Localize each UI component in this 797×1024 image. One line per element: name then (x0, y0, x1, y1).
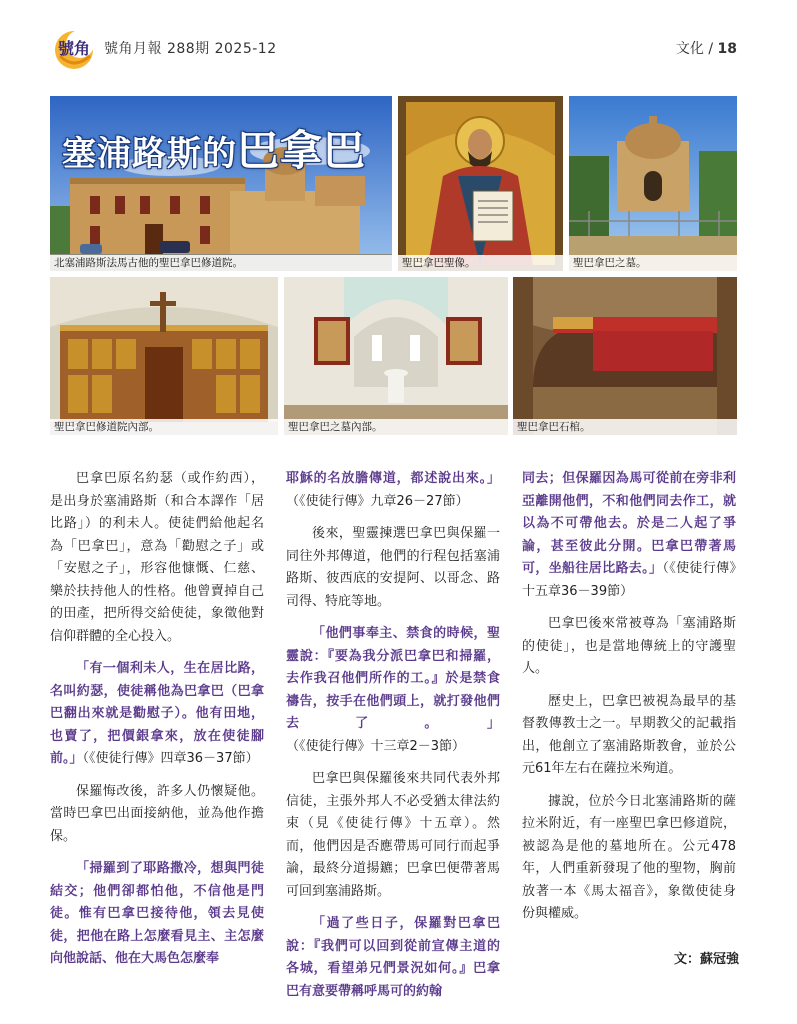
quote-text: 「他們事奉主、禁食的時候，聖靈說：『要為我分派巴拿巴和掃羅，去作我召他們所作的工。』於是禁食禱告，按手在他們頭上，就打發他們去了。」 (286, 626, 500, 731)
text-column-1 (50, 468, 264, 981)
author-credit: 文：蘇冠強 (673, 952, 739, 967)
title-name: 巴拿巴 (237, 126, 367, 175)
scripture-quote (50, 858, 264, 971)
publication-info: 號角月報 288期 2025-12 (104, 41, 277, 57)
logo-text: 號角 (58, 39, 91, 58)
quote-reference: （《使徒行傳》四章36－37節） (82, 751, 259, 766)
photo-caption: 聖巴拿巴之墓。 (569, 255, 737, 271)
quote-text: 同去；但保羅因為馬可從前在旁非利亞離開他們，不和他們同去作工，就以為不可帶他去。於是二人起了爭論，甚至彼此分開。巴拿巴帶著馬可，坐船往居比路去。」 (522, 471, 736, 576)
paragraph: 巴拿巴後來常被尊為「塞浦路斯的使徒」，也是當地傳統上的守護聖人。 (522, 616, 736, 676)
paragraph: 歷史上，巴拿巴被視為最早的基督教傳教士之一。早期教父的記載指出，他創立了塞浦路斯教會，並於公元61年左右在薩拉米殉道。 (522, 693, 736, 776)
section-page: 文化 / 18 (675, 41, 737, 57)
quote-text: 耶穌的名放膽傳道，都述說出來。」 (286, 471, 500, 486)
quote-reference: （《使徒行傳》十五章36－39節） (522, 561, 736, 599)
photo-monastery-exterior (50, 96, 392, 271)
section-label: 文化 (675, 41, 704, 57)
photo-caption: 聖巴拿巴之墓內部。 (284, 419, 508, 435)
photo-caption: 聖巴拿巴聖像。 (398, 255, 563, 271)
photo-caption: 聖巴拿巴修道院內部。 (50, 419, 278, 435)
photo-caption: 北塞浦路斯法馬古他的聖巴拿巴修道院。 (50, 255, 392, 271)
photo-tomb-chapel (569, 96, 737, 271)
article-title (62, 118, 366, 178)
scripture-quote (286, 468, 500, 513)
photo-tomb-interior (284, 277, 508, 435)
quote-text: 「掃羅到了耶路撒冷，想與門徒結交；他們卻都怕他，不信他是門徒。惟有巴拿巴接待他，領去見使徒，把他在路上怎麼看見主、主怎麼向他說話、他在大馬色怎麼奉 (50, 861, 264, 966)
magazine-logo (52, 26, 96, 70)
paragraph: 巴拿巴與保羅後來共同代表外邦信徒，主張外邦人不必受猶太律法約束（見《使徒行傳》十五章）。然而，他們因是否應帶馬可同行而起爭論，最終分道揚鑣；巴拿巴便帶著馬可回到塞浦路斯。 (286, 771, 500, 899)
quote-reference: （《使徒行傳》九章26－27節） (286, 493, 469, 509)
photo-sarcophagus (513, 277, 737, 435)
scripture-quote (522, 468, 736, 603)
text-column-2 (286, 468, 500, 1013)
paragraph: 保羅悔改後，許多人仍懷疑他。當時巴拿巴出面接納他，並為他作擔保。 (50, 783, 264, 844)
quote-text: 「過了些日子，保羅對巴拿巴說：『我們可以回到從前宣傳主道的各城，看望弟兄們景況如何。』巴拿巴有意要帶稱呼馬可的約翰 (286, 916, 500, 999)
paragraph: 巴拿巴原名約瑟（或作約西），是出身於塞浦路斯（和合本譯作「居比路」）的利未人。使徒們給他起名為「巴拿巴」，意為「勸慰之子」或「安慰之子」，形容他慷慨、仁慈、樂於扶持他人的性格。他曾賣掉自己的田產，把所得交給使徒，象徵他對信仰群體的全心投入。 (50, 471, 264, 644)
paragraph: 後來，聖靈揀選巴拿巴與保羅一同往外邦傳道，他們的行程包括塞浦路斯、彼西底的安提阿、以哥念、路司得、特庇等地。 (286, 526, 500, 609)
text-column-3 (522, 468, 736, 936)
photo-iconostasis (50, 277, 278, 435)
scripture-quote (286, 913, 500, 1003)
photo-icon-painting (398, 96, 563, 271)
quote-reference: （《使徒行傳》十三章2－3節） (286, 738, 466, 754)
photo-caption: 聖巴拿巴石棺。 (513, 419, 737, 435)
page-number: 18 (717, 41, 737, 57)
title-prefix: 塞浦路斯的 (62, 134, 237, 174)
paragraph: 據說，位於今日北塞浦路斯的薩拉米附近，有一座聖巴拿巴修道院，被認為是他的墓地所在。公元478年，人們重新發現了他的聖物，胸前放著一本《馬太福音》，象徵使徒身份與權威。 (522, 793, 736, 921)
quote-text: 「有一個利未人，生在居比路，名叫約瑟，使徒稱他為巴拿巴（巴拿巴翻出來就是勸慰子）。他有田地，也賣了，把價銀拿來，放在使徒腳前。」 (50, 661, 264, 766)
scripture-quote (286, 623, 500, 758)
scripture-quote (50, 658, 264, 771)
